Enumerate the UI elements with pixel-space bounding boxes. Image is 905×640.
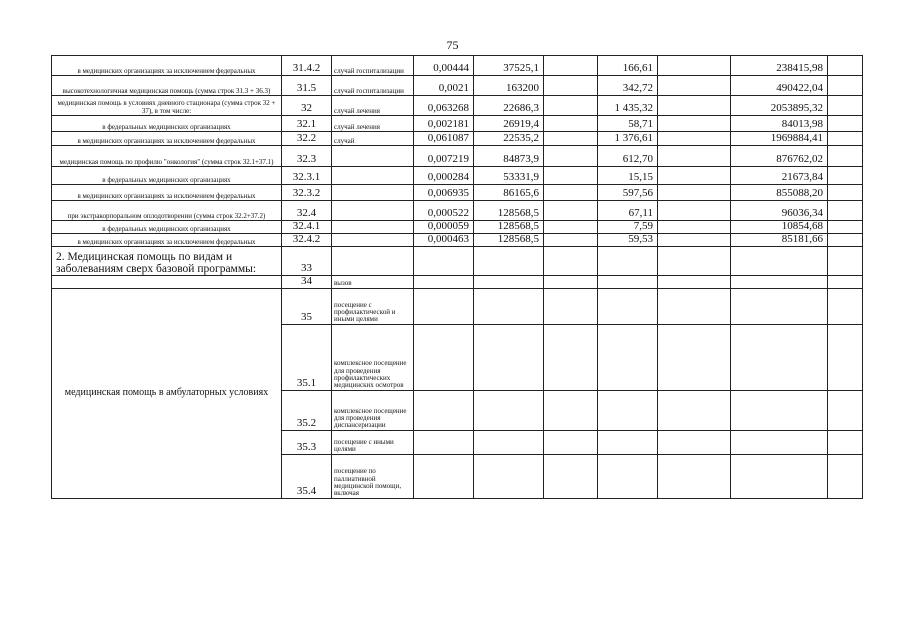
ambulatory-name: медицинская помощь в амбулаторных условиях — [52, 288, 282, 498]
row-value-6: 490422,04 — [731, 76, 828, 96]
empty-cell — [414, 288, 474, 324]
row-value-5 — [658, 132, 731, 146]
row-code: 32.3 — [282, 146, 332, 167]
row-name: в медицинских организациях за исключением федеральных — [52, 56, 282, 76]
row-value-6: 876762,02 — [731, 146, 828, 167]
row-value-1: 0,000284 — [414, 167, 474, 185]
row-value-7 — [828, 116, 863, 132]
empty-cell — [731, 430, 828, 454]
row-value-6: 1969884,41 — [731, 132, 828, 146]
empty-cell — [414, 430, 474, 454]
row-value-4: 7,59 — [598, 221, 658, 234]
row-value-1: 0,061087 — [414, 132, 474, 146]
tariff-table — [51, 55, 863, 499]
row-value-7 — [828, 76, 863, 96]
empty-cell — [544, 324, 598, 390]
row-value-5 — [658, 116, 731, 132]
row-value-3 — [544, 146, 598, 167]
empty-cell — [414, 390, 474, 430]
row-value-5 — [658, 167, 731, 185]
row-value-4: 1 435,32 — [598, 96, 658, 116]
empty-cell — [828, 454, 863, 498]
empty-cell — [828, 324, 863, 390]
row-code: 31.4.2 — [282, 56, 332, 76]
row-name: высокотехнологичная медицинская помощь (сумма строк 31.3 + 36.3) — [52, 76, 282, 96]
empty-cell — [598, 324, 658, 390]
row-name: в федеральных медицинских организациях — [52, 116, 282, 132]
ambulatory-unit: комплексное посещение для проведения профилактических медицинских осмотров — [332, 324, 414, 390]
row-unit — [332, 234, 414, 247]
empty-cell — [658, 430, 731, 454]
row-value-5 — [658, 96, 731, 116]
row-value-5 — [658, 234, 731, 247]
row-value-6: 238415,98 — [731, 56, 828, 76]
empty-cell — [731, 390, 828, 430]
row-value-6: 85181,66 — [731, 234, 828, 247]
row-value-1: 0,000059 — [414, 221, 474, 234]
empty-cell — [828, 390, 863, 430]
empty-cell — [544, 430, 598, 454]
row-name: в медицинских организациях за исключением федеральных — [52, 132, 282, 146]
table-row — [52, 76, 863, 96]
table-row — [52, 96, 863, 116]
ambulatory-code: 35.3 — [282, 430, 332, 454]
row-unit: случай госпитализации — [332, 76, 414, 96]
ambulatory-code: 35.2 — [282, 390, 332, 430]
table-row-section2 — [52, 247, 863, 276]
table-row — [52, 221, 863, 234]
row-code: 32.4.1 — [282, 221, 332, 234]
row-value-4: 15,15 — [598, 167, 658, 185]
empty-cell — [414, 454, 474, 498]
row-value-4: 58,71 — [598, 116, 658, 132]
row-code: 32.4 — [282, 201, 332, 221]
row-unit — [332, 221, 414, 234]
row-unit: случай — [332, 132, 414, 146]
empty-cell — [598, 430, 658, 454]
row-value-7 — [828, 201, 863, 221]
empty-cell — [731, 324, 828, 390]
row-code: 32.1 — [282, 116, 332, 132]
row-value-1: 0,007219 — [414, 146, 474, 167]
table-row-34 — [52, 276, 863, 289]
row-value-4: 597,56 — [598, 185, 658, 201]
row-name: медицинская помощь по профилю "онкология" (сумма строк 32.1+37.1) — [52, 146, 282, 167]
empty-cell — [474, 430, 544, 454]
row-value-5 — [658, 221, 731, 234]
empty-cell — [828, 288, 863, 324]
empty-cell — [731, 288, 828, 324]
row-code: 32.4.2 — [282, 234, 332, 247]
table-body-extra — [52, 247, 863, 499]
ambulatory-unit: комплексное посещение для проведения диспансеризации — [332, 390, 414, 430]
section2-code: 33 — [282, 247, 332, 276]
row-value-2: 26919,4 — [474, 116, 544, 132]
row-value-5 — [658, 76, 731, 96]
empty-cell — [544, 390, 598, 430]
row-value-7 — [828, 167, 863, 185]
row-value-6: 2053895,32 — [731, 96, 828, 116]
empty-cell — [598, 288, 658, 324]
row-value-5 — [658, 201, 731, 221]
row-value-4: 59,53 — [598, 234, 658, 247]
row-value-7 — [828, 221, 863, 234]
row-value-1: 0,0021 — [414, 76, 474, 96]
empty-cell — [598, 454, 658, 498]
row-unit: случай госпитализации — [332, 56, 414, 76]
row-value-5 — [658, 146, 731, 167]
row-value-3 — [544, 234, 598, 247]
row-name: в медицинских организациях за исключением федеральных — [52, 185, 282, 201]
row-value-7 — [828, 56, 863, 76]
section2-title: 2. Медицинская помощь по видам и заболеваниям сверх базовой программы: — [52, 247, 282, 276]
empty-cell — [658, 390, 731, 430]
row-value-4: 612,70 — [598, 146, 658, 167]
empty-cell — [658, 454, 731, 498]
table-row — [52, 116, 863, 132]
row-name: в федеральных медицинских организациях — [52, 221, 282, 234]
row-value-1: 0,002181 — [414, 116, 474, 132]
row-value-3 — [544, 116, 598, 132]
row-value-1: 0,063268 — [414, 96, 474, 116]
row-value-3 — [544, 167, 598, 185]
ambulatory-code: 35.4 — [282, 454, 332, 498]
ambulatory-code: 35.1 — [282, 324, 332, 390]
ambulatory-unit: посещение по паллиативной медицинской помощи, включая — [332, 454, 414, 498]
empty-cell — [474, 390, 544, 430]
row-value-3 — [544, 221, 598, 234]
row-unit — [332, 146, 414, 167]
empty-cell — [414, 324, 474, 390]
row-code: 32.2 — [282, 132, 332, 146]
empty-cell — [474, 288, 544, 324]
row-value-6: 10854,68 — [731, 221, 828, 234]
row-name: медицинская помощь в условиях дневного стационара (сумма строк 32 + 37), в том числе: — [52, 96, 282, 116]
row-value-2: 22535,2 — [474, 132, 544, 146]
table-row — [52, 167, 863, 185]
row-value-6: 21673,84 — [731, 167, 828, 185]
row-value-1: 0,000522 — [414, 201, 474, 221]
row-value-7 — [828, 146, 863, 167]
table-body — [52, 56, 863, 247]
row-name: в медицинских организациях за исключением федеральных — [52, 234, 282, 247]
empty-cell — [544, 454, 598, 498]
row-value-3 — [544, 185, 598, 201]
row-value-2: 128568,5 — [474, 221, 544, 234]
row-unit: случай лечения — [332, 116, 414, 132]
row-value-2: 53331,9 — [474, 167, 544, 185]
row-value-1: 0,000463 — [414, 234, 474, 247]
row-value-2: 86165,6 — [474, 185, 544, 201]
row-value-2: 128568,5 — [474, 201, 544, 221]
empty-cell — [474, 324, 544, 390]
row-value-5 — [658, 56, 731, 76]
row-value-2: 37525,1 — [474, 56, 544, 76]
row-value-5 — [658, 185, 731, 201]
empty-cell — [731, 454, 828, 498]
ambulatory-unit: посещение с профилактической и иными целями — [332, 288, 414, 324]
row-value-3 — [544, 76, 598, 96]
row-value-6: 96036,34 — [731, 201, 828, 221]
row-unit — [332, 201, 414, 221]
row-value-3 — [544, 132, 598, 146]
empty-cell — [828, 430, 863, 454]
row-code: 32.3.1 — [282, 167, 332, 185]
table-row — [52, 146, 863, 167]
ambulatory-unit: посещение с иными целями — [332, 430, 414, 454]
row-value-4: 342,72 — [598, 76, 658, 96]
row-value-7 — [828, 96, 863, 116]
row-name: при экстракорпоральном оплодотворении (сумма строк 32.2+37.2) — [52, 201, 282, 221]
empty-cell — [474, 454, 544, 498]
row-value-1: 0,006935 — [414, 185, 474, 201]
row-value-3 — [544, 56, 598, 76]
empty-cell — [658, 288, 731, 324]
row-unit — [332, 185, 414, 201]
page-number: 75 — [446, 38, 459, 52]
table-row — [52, 132, 863, 146]
empty-cell — [658, 324, 731, 390]
table-row — [52, 56, 863, 76]
empty-cell — [598, 390, 658, 430]
row-value-2: 128568,5 — [474, 234, 544, 247]
row-value-7 — [828, 185, 863, 201]
row-value-1: 0,00444 — [414, 56, 474, 76]
row-value-6: 84013,98 — [731, 116, 828, 132]
table-row — [52, 234, 863, 247]
row-value-2: 163200 — [474, 76, 544, 96]
row-code: 32.3.2 — [282, 185, 332, 201]
row-value-3 — [544, 201, 598, 221]
row-value-4: 166,61 — [598, 56, 658, 76]
row-value-4: 67,11 — [598, 201, 658, 221]
row-unit — [332, 167, 414, 185]
row-value-3 — [544, 96, 598, 116]
ambulatory-code: 35 — [282, 288, 332, 324]
row-name: в федеральных медицинских организациях — [52, 167, 282, 185]
row-value-4: 1 376,61 — [598, 132, 658, 146]
row34-code: 34 — [282, 276, 332, 289]
row-value-2: 84873,9 — [474, 146, 544, 167]
empty-cell — [544, 288, 598, 324]
row-value-7 — [828, 132, 863, 146]
row-value-6: 855088,20 — [731, 185, 828, 201]
table-row — [52, 201, 863, 221]
table-row — [52, 185, 863, 201]
row-code: 31.5 — [282, 76, 332, 96]
row-value-7 — [828, 234, 863, 247]
row34-unit: вызов — [332, 276, 414, 289]
row-value-2: 22686,3 — [474, 96, 544, 116]
table-row-ambulatory — [52, 288, 863, 324]
row-unit: случай лечения — [332, 96, 414, 116]
row-code: 32 — [282, 96, 332, 116]
